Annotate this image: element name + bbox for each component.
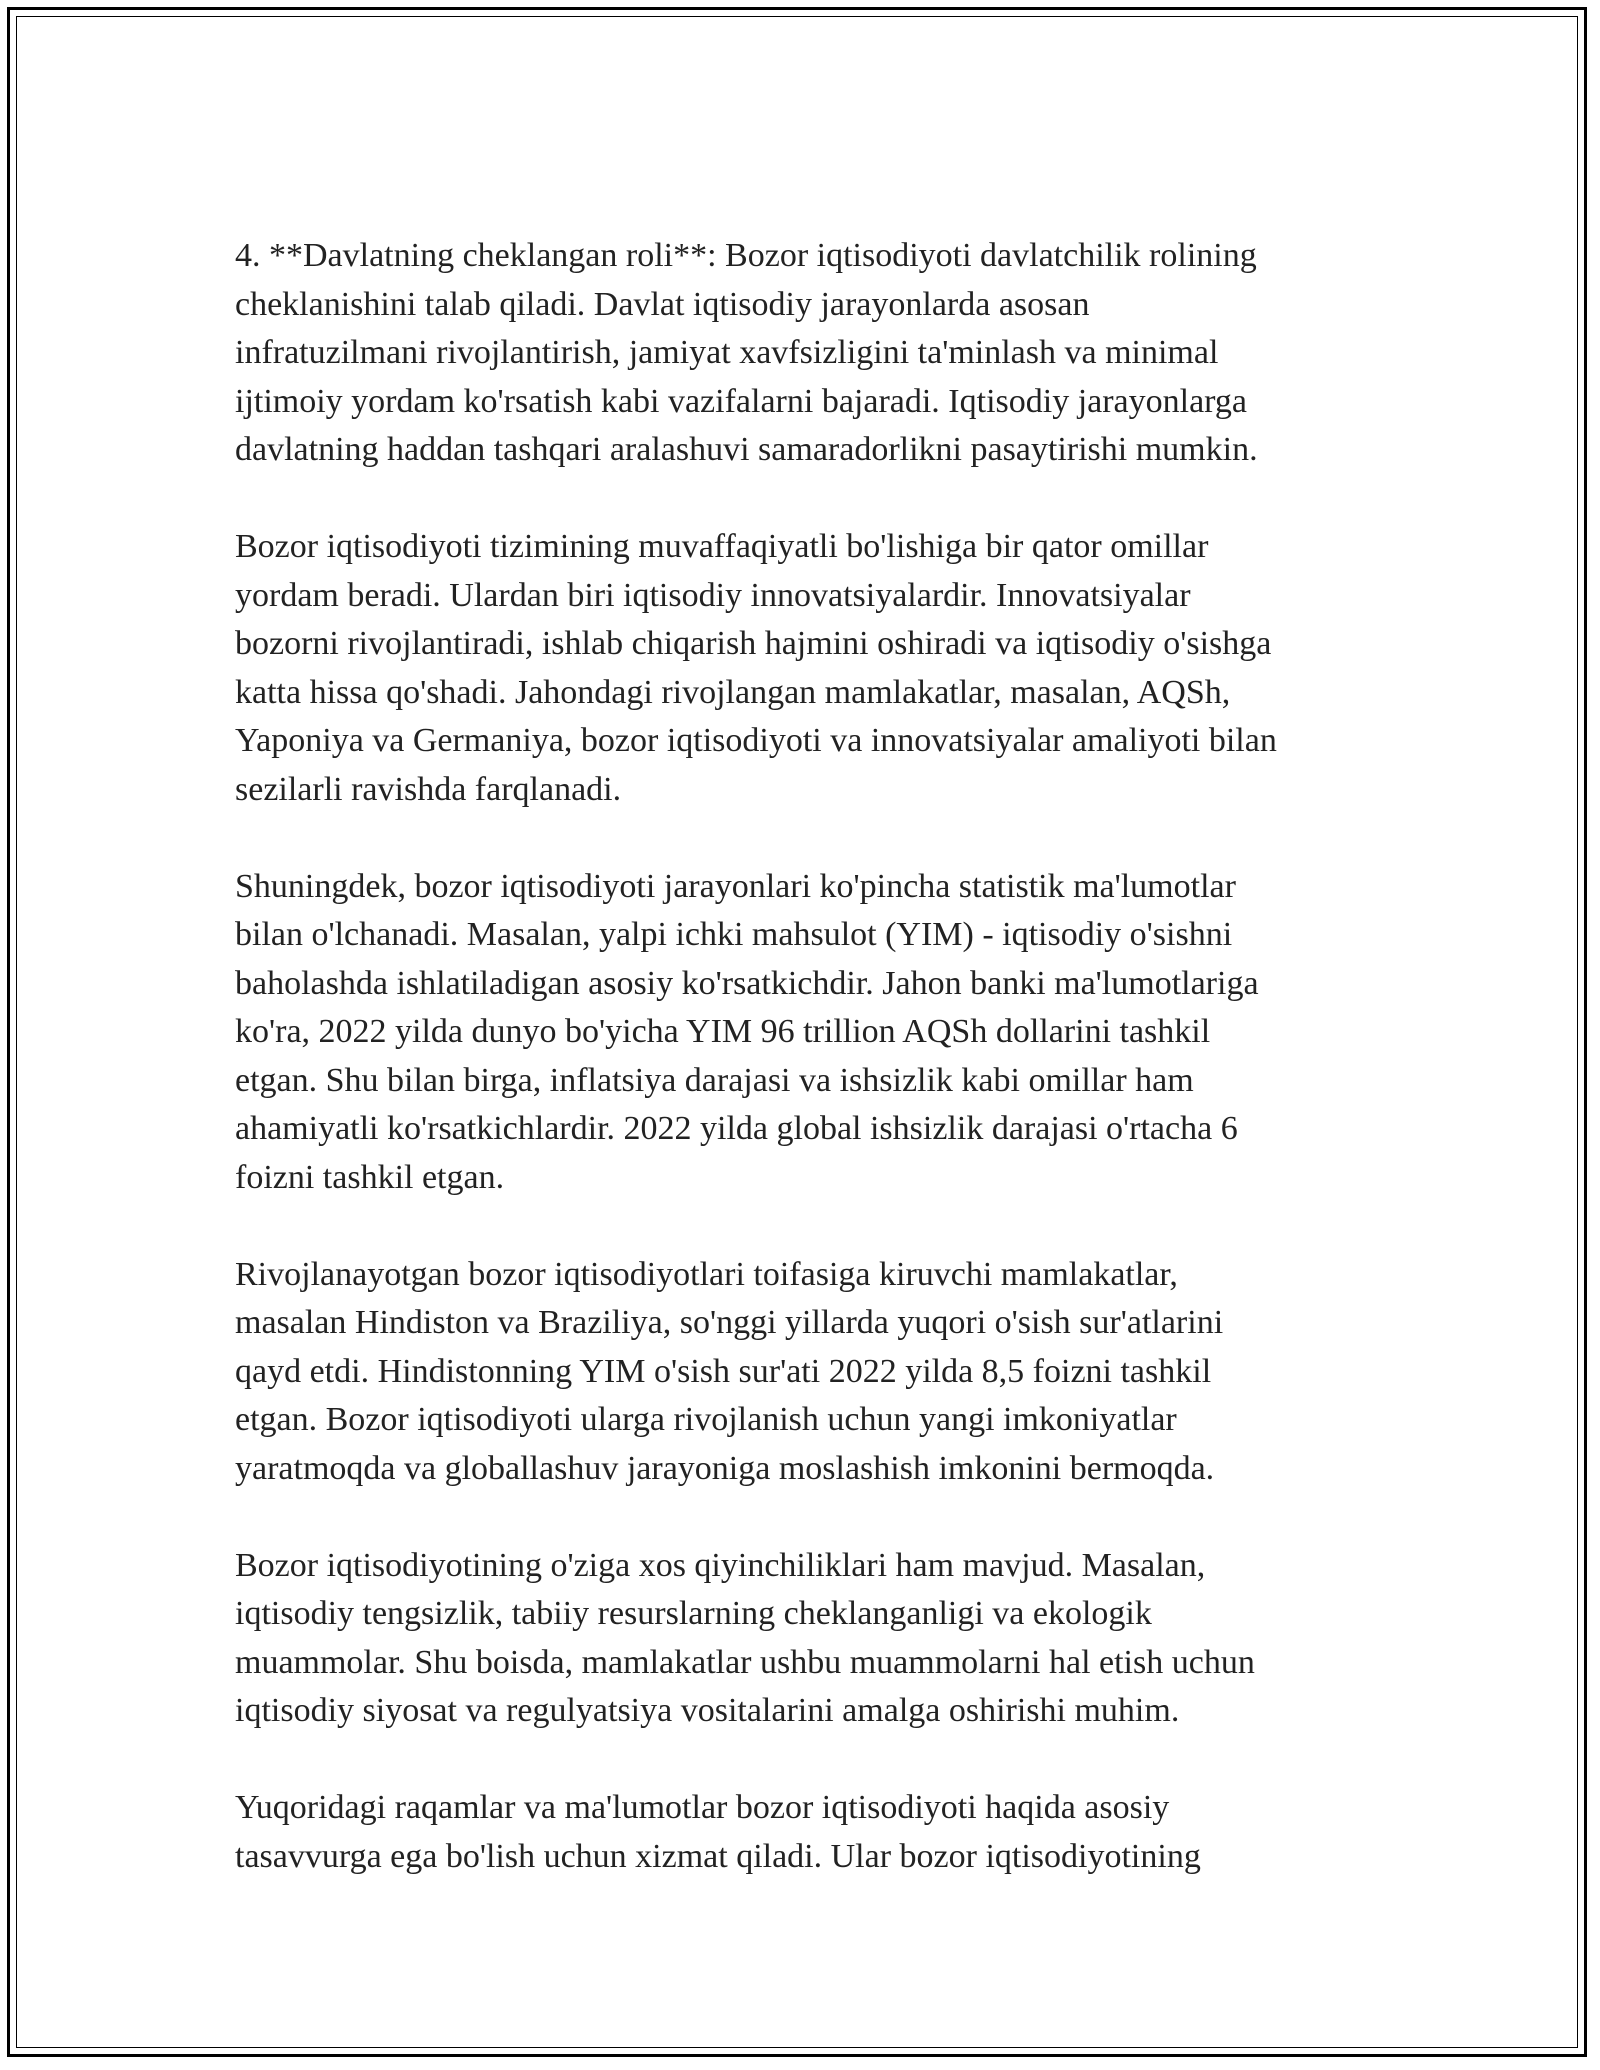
paragraph-challenges — [235, 1542, 1385, 1736]
text-line: foizni tashkil etgan. — [235, 1158, 505, 1196]
paragraph-statistics — [235, 863, 1385, 1203]
text-line: Shuningdek, bozor iqtisodiyoti jarayonlari ko'pincha statistik ma'lumotlar — [235, 867, 1236, 905]
text-line: cheklanishini talab qiladi. Davlat iqtisodiy jarayonlarda asosan — [235, 285, 1090, 323]
text-line: iqtisodiy siyosat va regulyatsiya vositalarini amalga oshirishi muhim. — [235, 1692, 1180, 1729]
text-line: yordam beradi. Ulardan biri iqtisodiy innovatsiyalardir. Innovatsiyalar — [235, 576, 1191, 614]
text-line: bozorni rivojlantiradi, ishlab chiqarish hajmini oshiradi va iqtisodiy o'sishga — [235, 625, 1272, 662]
text-line: infratuzilmani rivojlantirish, jamiyat xavfsizligini ta'minlash va minimal — [235, 334, 1219, 371]
text-line: masalan Hindiston va Braziliya, so'nggi yillarda yuqori o'sish sur'atlarini — [235, 1304, 1224, 1341]
paragraph-state-role — [235, 232, 1385, 475]
text-line: ahamiyatli ko'rsatkichlardir. 2022 yilda global ishsizlik darajasi o'rtacha 6 — [235, 1110, 1238, 1147]
text-line: Rivojlanayotgan bozor iqtisodiyotlari toifasiga kiruvchi mamlakatlar, — [235, 1255, 1178, 1293]
text-line: qayd etdi. Hindistonning YIM o'sish sur'ati 2022 yilda 8,5 foizni tashkil — [235, 1352, 1212, 1390]
paragraph-conclusion — [235, 1784, 1385, 1881]
text-line: etgan. Bozor iqtisodiyoti ularga rivojlanish uchun yangi imkoniyatlar — [235, 1401, 1177, 1438]
paragraph-innovation — [235, 523, 1385, 814]
text-line: ko'ra, 2022 yilda dunyo bo'yicha YIM 96 trillion AQSh dollarini tashkil — [235, 1013, 1211, 1050]
text-line: Bozor iqtisodiyotining o'ziga xos qiyinchiliklari ham mavjud. Masalan, — [235, 1546, 1206, 1584]
text-line: katta hissa qo'shadi. Jahondagi rivojlangan mamlakatlar, masalan, AQSh, — [235, 673, 1231, 711]
text-line: bilan o'lchanadi. Masalan, yalpi ichki mahsulot (YIM) - iqtisodiy o'sishni — [235, 916, 1233, 953]
text-line: iqtisodiy tengsizlik, tabiiy resurslarning cheklanganligi va ekologik — [235, 1595, 1152, 1632]
text-line: 4. **Davlatning cheklangan roli**: Bozor iqtisodiyoti davlatchilik rolining — [235, 237, 1257, 274]
text-line: tasavvurga ega bo'lish uchun xizmat qiladi. Ular bozor iqtisodiyotining — [235, 1837, 1201, 1875]
text-line: ijtimoiy yordam ko'rsatish kabi vazifalarni bajaradi. Iqtisodiy jarayonlarga — [235, 382, 1247, 420]
text-line: Yaponiya va Germaniya, bozor iqtisodiyoti va innovatsiyalar amaliyoti bilan — [235, 722, 1277, 759]
paragraph-emerging-markets — [235, 1251, 1385, 1494]
text-line: baholashda ishlatiladigan asosiy ko'rsatkichdir. Jahon banki ma'lumotlariga — [235, 964, 1259, 1002]
text-line: davlatning haddan tashqari aralashuvi samaradorlikni pasaytirishi mumkin. — [235, 431, 1258, 468]
text-line: Yuqoridagi raqamlar va ma'lumotlar bozor iqtisodiyoti haqida asosiy — [235, 1789, 1170, 1826]
text-line: Bozor iqtisodiyoti tizimining muvaffaqiyatli bo'lishiga bir qator omillar — [235, 528, 1209, 565]
text-line: muammolar. Shu boisda, mamlakatlar ushbu muammolarni hal etish uchun — [235, 1643, 1255, 1681]
text-line: yaratmoqda va globallashuv jarayoniga moslashish imkonini bermoqda. — [235, 1449, 1215, 1487]
document-body — [235, 232, 1385, 1930]
text-line: sezilarli ravishda farqlanadi. — [235, 770, 622, 808]
text-line: etgan. Shu bilan birga, inflatsiya darajasi va ishsizlik kabi omillar ham — [235, 1061, 1194, 1099]
